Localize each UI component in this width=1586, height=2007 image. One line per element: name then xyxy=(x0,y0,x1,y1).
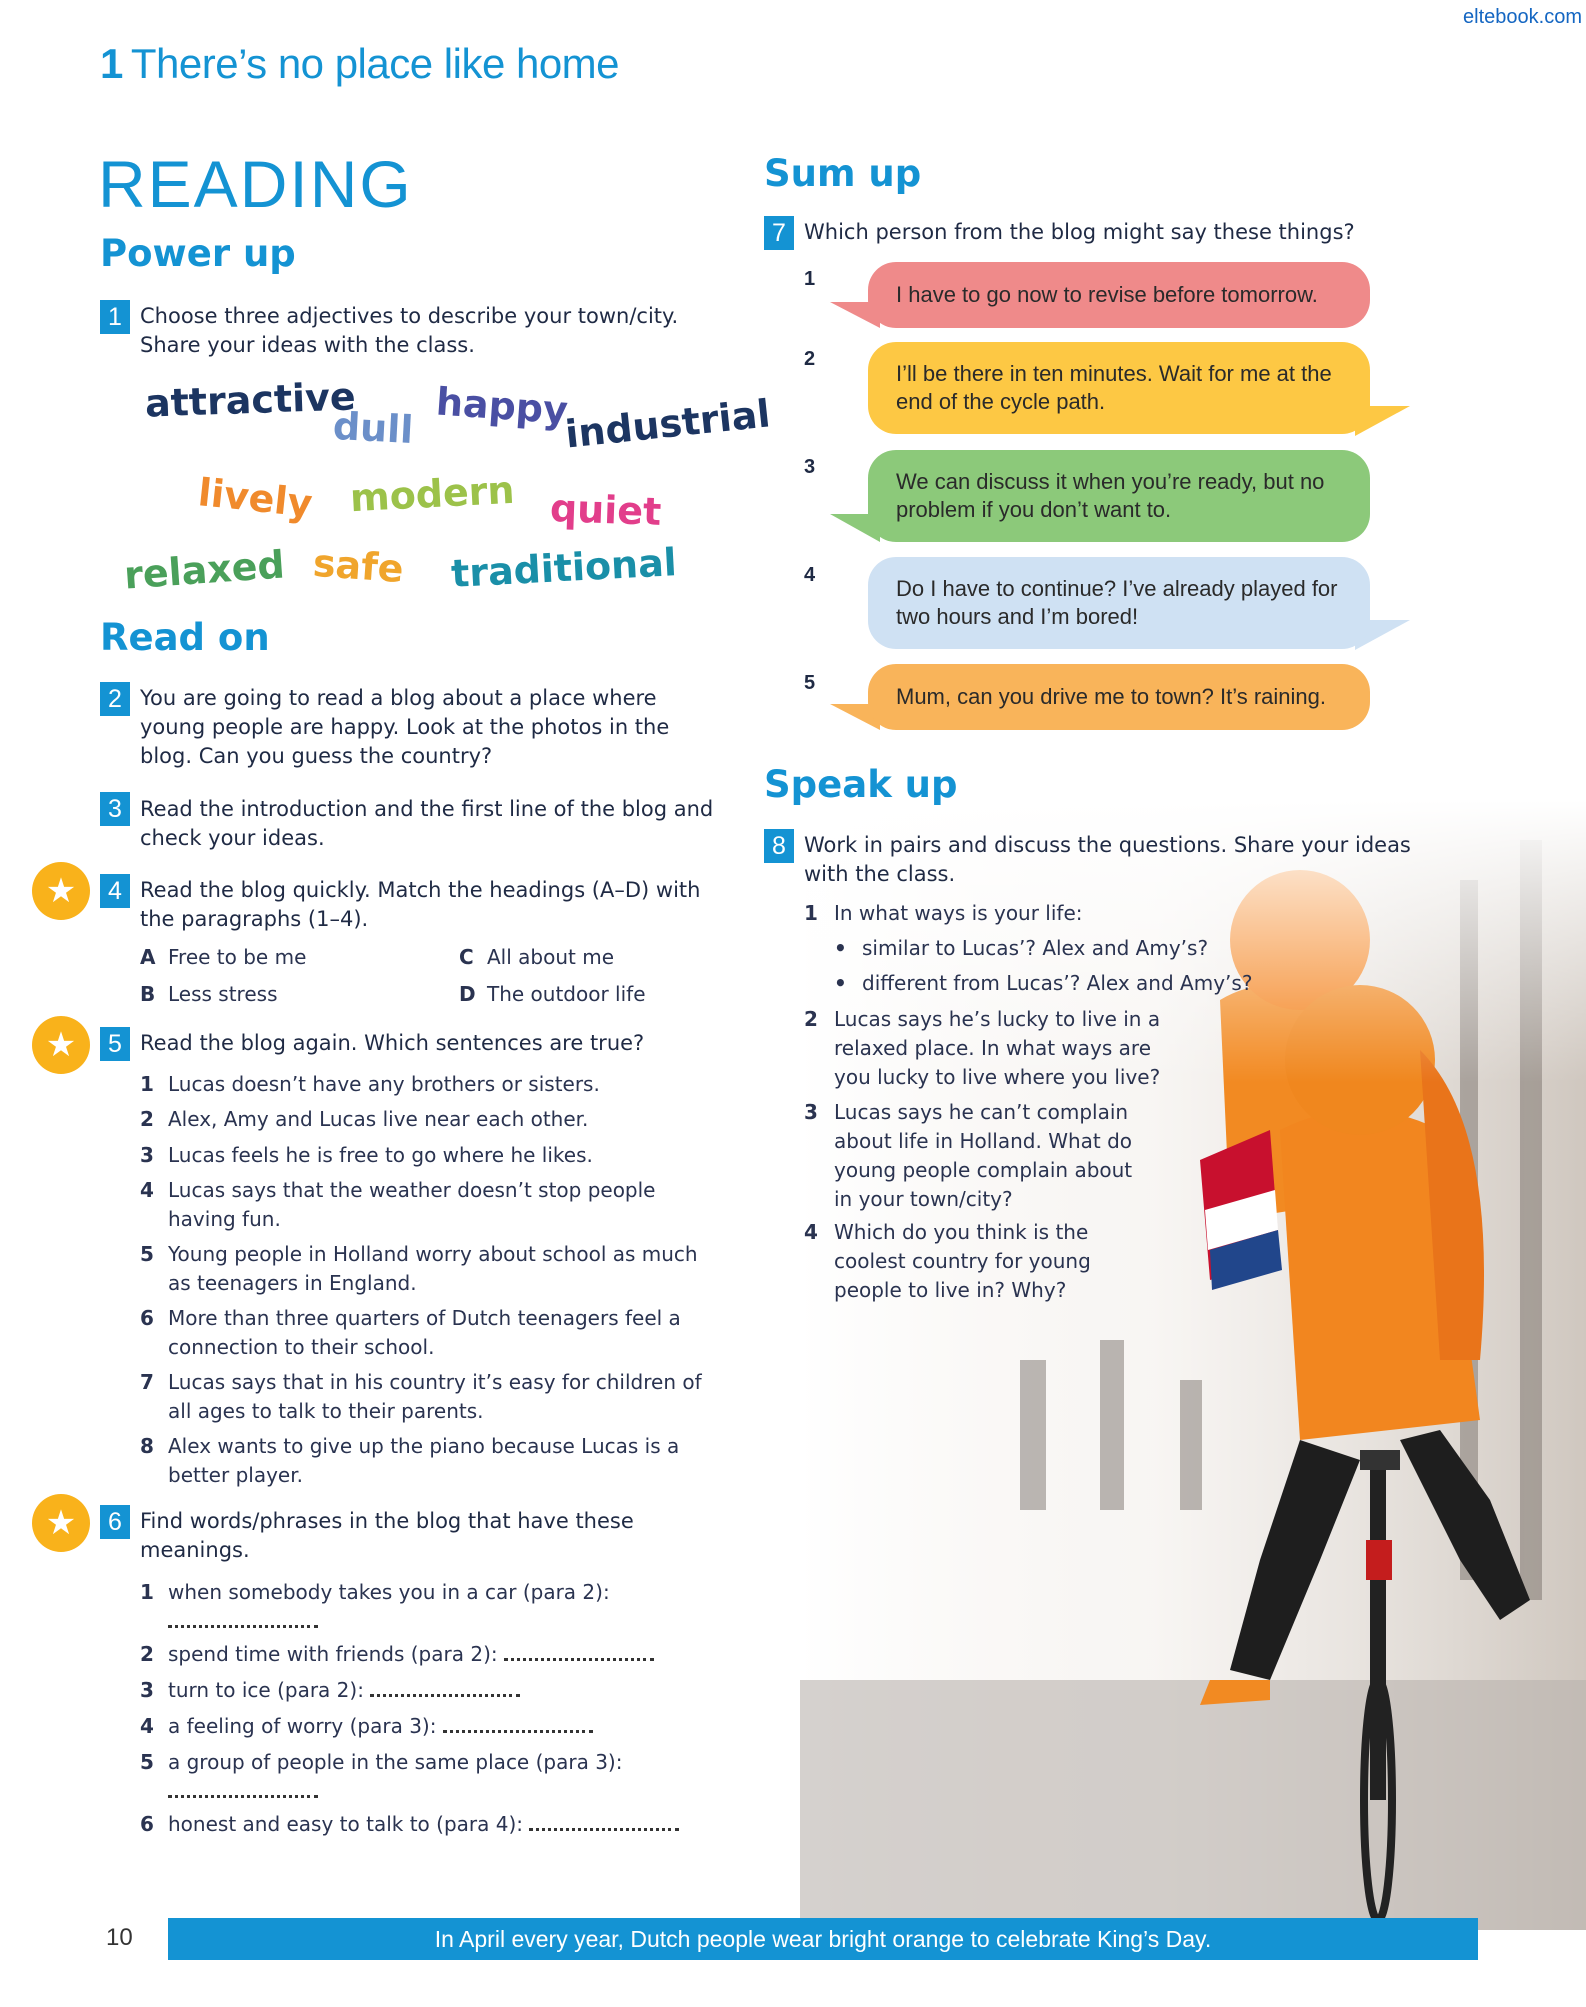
bullet-item: • different from Lucas’? Alex and Amy’s? xyxy=(834,971,1253,995)
discussion-question: 1 In what ways is your life: xyxy=(804,901,1083,925)
answer-blank[interactable] xyxy=(529,1814,679,1831)
adjective-word: traditional xyxy=(450,540,678,596)
answer-blank[interactable] xyxy=(504,1644,654,1661)
unit-title-text: There’s no place like home xyxy=(130,40,620,87)
exercise-instruction: Work in pairs and discuss the questions. Share your ideas with the class. xyxy=(804,833,1411,886)
statement-item: 4 Lucas says that the weather doesn’t stop people having fun. xyxy=(140,1178,656,1231)
speech-bubble: I have to go now to revise before tomorrow. xyxy=(868,262,1370,328)
exercise-number: 8 xyxy=(764,829,794,863)
exercise-instruction: Find words/phrases in the blog that have these meanings. xyxy=(140,1509,634,1562)
statement-item: 7 Lucas says that in his country it’s easy for children of all ages to talk to their parents. xyxy=(140,1370,702,1423)
adjective-word: attractive xyxy=(144,374,357,426)
statement-item: 5 Young people in Holland worry about school as much as teenagers in England. xyxy=(140,1242,698,1295)
exercise-instruction: You are going to read a blog about a place where young people are happy. Look at the photos in the blog. Can you guess the country? xyxy=(140,686,670,768)
speech-bubble: I’ll be there in ten minutes. Wait for me at the end of the cycle path. xyxy=(868,342,1370,434)
definition-item: 2 spend time with friends (para 2): xyxy=(140,1640,760,1669)
adjective-word: relaxed xyxy=(122,542,287,598)
definition-item: 4 a feeling of worry (para 3): xyxy=(140,1712,740,1741)
exercise-instruction: Read the introduction and the first line of the blog and check your ideas. xyxy=(140,797,714,850)
heading-option: A Free to be me xyxy=(140,945,307,969)
unit-title xyxy=(100,40,619,88)
exercise-number: 6 xyxy=(100,1505,130,1539)
exercise-number: 5 xyxy=(100,1027,130,1061)
definition-item: 1 when somebody takes you in a car (para 2): xyxy=(140,1578,740,1636)
bullet-item: • similar to Lucas’? Alex and Amy’s? xyxy=(834,936,1209,960)
adjective-word: safe xyxy=(311,540,406,592)
page-number: 10 xyxy=(106,1924,133,1951)
unit-number: 1 xyxy=(100,40,123,87)
speech-bubble: We can discuss it when you’re ready, but no problem if you don’t want to. xyxy=(868,450,1370,542)
exercise-instruction: Read the blog again. Which sentences are true? xyxy=(140,1031,645,1055)
adjective-word: lively xyxy=(196,470,315,526)
read-on-heading: Read on xyxy=(100,616,270,659)
answer-blank[interactable] xyxy=(168,1611,318,1628)
definition-item: 6 honest and easy to talk to (para 4): xyxy=(140,1810,760,1839)
bubble-number: 5 xyxy=(804,672,816,694)
power-up-heading: Power up xyxy=(100,232,296,275)
exercise-number: 2 xyxy=(100,682,130,716)
definition-item: 3 turn to ice (para 2): xyxy=(140,1676,740,1705)
star-icon: ★ xyxy=(32,862,90,920)
exercise-number: 3 xyxy=(100,792,130,826)
discussion-question: 3 Lucas says he can’t complain about life in Holland. What do young people complain about in your town/city? xyxy=(804,1100,1133,1211)
answer-blank[interactable] xyxy=(370,1680,520,1697)
site-link[interactable]: eltebook.com xyxy=(1463,6,1582,28)
sum-up-heading: Sum up xyxy=(764,152,922,195)
adjective-word: happy xyxy=(434,379,570,433)
discussion-question: 2 Lucas says he’s lucky to live in a relaxed place. In what ways are you lucky to live where you live? xyxy=(804,1007,1161,1089)
definition-item: 5 a group of people in the same place (para 3): xyxy=(140,1748,740,1806)
adjective-word: industrial xyxy=(563,391,773,457)
answer-blank[interactable] xyxy=(168,1781,318,1798)
exercise-number: 1 xyxy=(100,300,130,334)
statement-item: 6 More than three quarters of Dutch teenagers feel a connection to their school. xyxy=(140,1306,681,1359)
exercise-number: 4 xyxy=(100,874,130,908)
statement-item: 3 Lucas feels he is free to go where he likes. xyxy=(140,1143,593,1167)
adjective-word: modern xyxy=(348,467,516,521)
star-icon: ★ xyxy=(32,1016,90,1074)
speech-bubble: Mum, can you drive me to town? It’s raining. xyxy=(868,664,1370,730)
bubble-number: 1 xyxy=(804,268,816,290)
bubble-number: 3 xyxy=(804,456,816,478)
heading-option: B Less stress xyxy=(140,982,278,1006)
discussion-question: 4 Which do you think is the coolest country for young people to live in? Why? xyxy=(804,1220,1091,1302)
speak-up-heading: Speak up xyxy=(764,763,958,806)
bubble-number: 2 xyxy=(804,348,816,370)
exercise-number: 7 xyxy=(764,216,794,250)
adjective-word: dull xyxy=(331,403,415,453)
adjective-word: quiet xyxy=(549,486,662,534)
statement-item: 2 Alex, Amy and Lucas live near each other. xyxy=(140,1107,589,1131)
bubble-number: 4 xyxy=(804,564,816,586)
statement-item: 1 Lucas doesn’t have any brothers or sisters. xyxy=(140,1072,600,1096)
answer-blank[interactable] xyxy=(443,1716,593,1733)
exercise-instruction: Which person from the blog might say these things? xyxy=(804,220,1355,244)
heading-option: C All about me xyxy=(459,945,615,969)
star-icon: ★ xyxy=(32,1494,90,1552)
exercise-instruction: Read the blog quickly. Match the headings (A–D) with the paragraphs (1–4). xyxy=(140,878,701,931)
speech-bubble: Do I have to continue? I’ve already played for two hours and I’m bored! xyxy=(868,557,1370,649)
heading-option: D The outdoor life xyxy=(459,982,646,1006)
photo-caption: In April every year, Dutch people wear bright orange to celebrate King’s Day. xyxy=(168,1918,1478,1960)
section-title: READING xyxy=(98,147,413,221)
exercise-instruction: Choose three adjectives to describe your town/city. Share your ideas with the class. xyxy=(140,304,679,357)
statement-item: 8 Alex wants to give up the piano because Lucas is a better player. xyxy=(140,1434,680,1487)
